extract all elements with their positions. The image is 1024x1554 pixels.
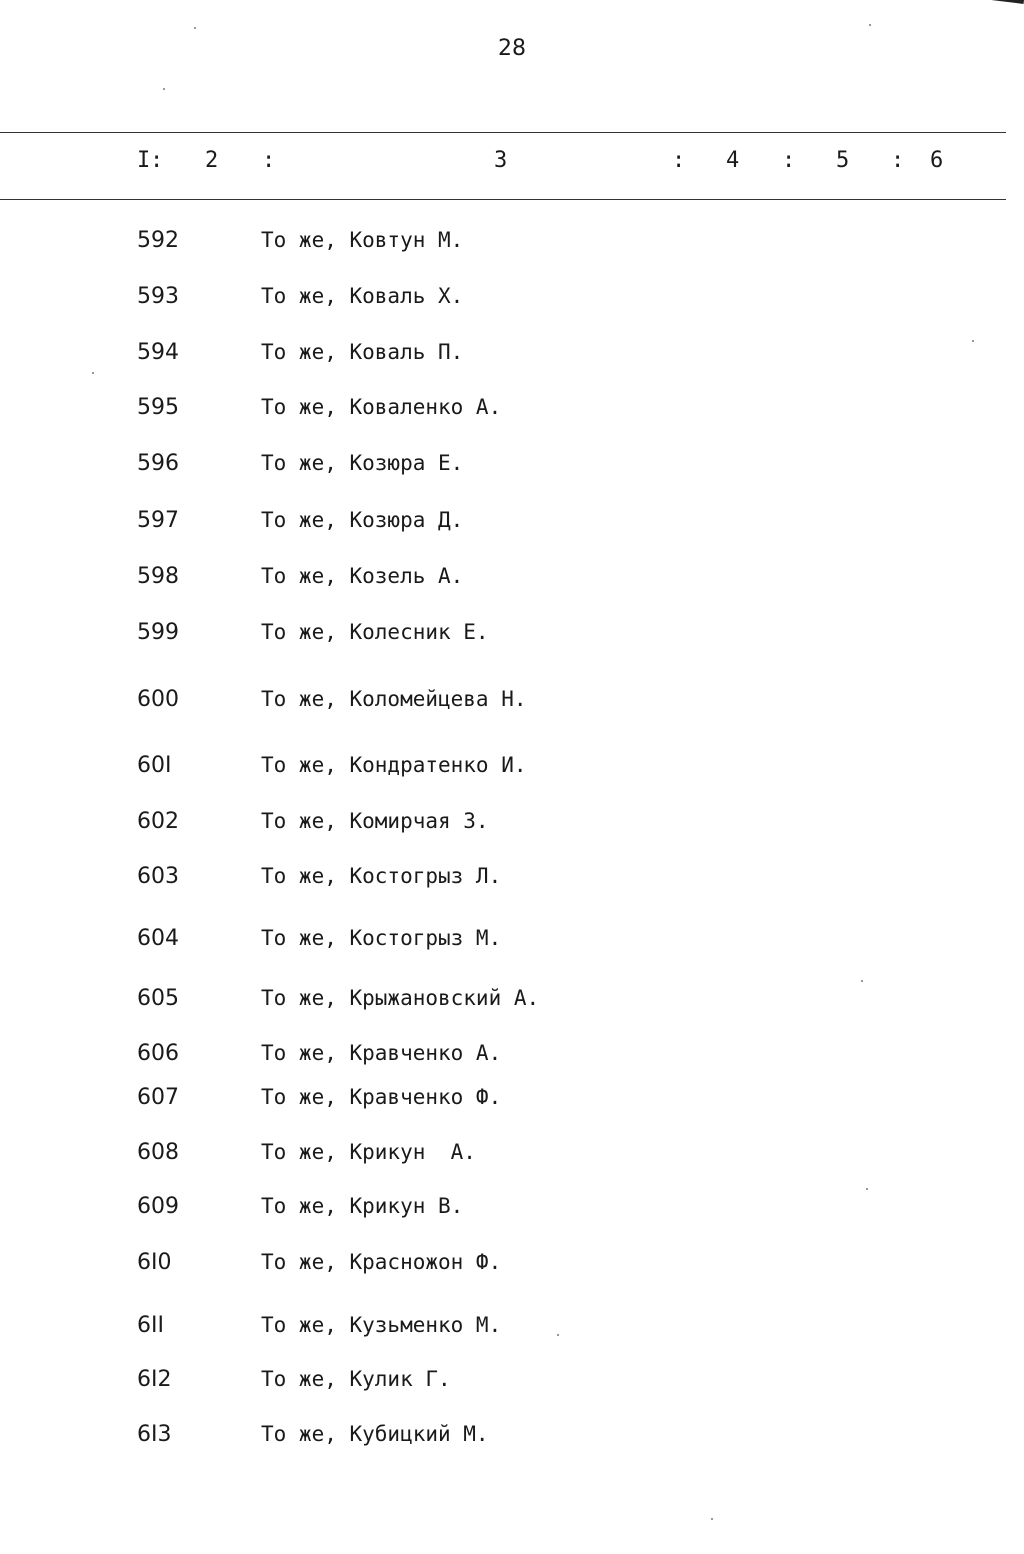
table-row xyxy=(0,395,1024,425)
header-col-5: 5 xyxy=(836,148,850,173)
table-row xyxy=(0,1194,1024,1224)
row-number: 598 xyxy=(137,564,179,589)
row-number: 595 xyxy=(137,395,179,420)
header-separator: : xyxy=(150,148,164,173)
row-text: То же, Кондратенко И. xyxy=(261,753,527,777)
corner-mark xyxy=(964,0,1024,4)
row-number: 600 xyxy=(137,687,179,712)
scan-speck xyxy=(972,340,974,342)
row-number: 603 xyxy=(137,864,179,889)
row-number: 592 xyxy=(137,228,179,253)
row-text: То же, Красножон Ф. xyxy=(261,1250,502,1274)
scan-speck xyxy=(163,88,165,90)
header-col-2: 2 xyxy=(205,148,219,173)
table-row xyxy=(0,1422,1024,1452)
row-text: То же, Костогрыз М. xyxy=(261,926,502,950)
header-col-3: 3 xyxy=(494,148,508,173)
header-separator: : xyxy=(672,148,686,173)
table-row xyxy=(0,1250,1024,1280)
row-text: То же, Кулик Г. xyxy=(261,1367,451,1391)
table-row xyxy=(0,1085,1024,1115)
table-row xyxy=(0,753,1024,783)
table-header-bottom-rule xyxy=(0,199,1006,200)
table-row xyxy=(0,1367,1024,1397)
scan-speck xyxy=(861,980,863,982)
row-text: То же, Крикун В. xyxy=(261,1194,464,1218)
row-number: 6II xyxy=(137,1313,164,1338)
row-text: То же, Крикун А. xyxy=(261,1140,476,1164)
row-number: 602 xyxy=(137,809,179,834)
page-number: 28 xyxy=(498,36,526,61)
row-number: 607 xyxy=(137,1085,179,1110)
header-col-6: 6 xyxy=(930,148,944,173)
row-number: 594 xyxy=(137,340,179,365)
row-number: 605 xyxy=(137,986,179,1011)
row-text: То же, Крыжановский А. xyxy=(261,986,540,1010)
header-col-1: I xyxy=(137,148,151,173)
table-row xyxy=(0,620,1024,650)
table-row xyxy=(0,926,1024,956)
scan-speck xyxy=(194,27,196,29)
table-row xyxy=(0,228,1024,258)
row-text: То же, Козюра Д. xyxy=(261,508,464,532)
table-row xyxy=(0,564,1024,594)
row-text: То же, Кузьменко М. xyxy=(261,1313,502,1337)
row-number: 609 xyxy=(137,1194,179,1219)
table-row xyxy=(0,986,1024,1016)
row-number: 606 xyxy=(137,1041,179,1066)
row-text: То же, Колесник Е. xyxy=(261,620,489,644)
row-text: То же, Козюра Е. xyxy=(261,451,464,475)
row-text: То же, Ковтун М. xyxy=(261,228,464,252)
row-text: То же, Коваль П. xyxy=(261,340,464,364)
scan-speck xyxy=(92,372,94,374)
table-row xyxy=(0,687,1024,717)
scan-speck xyxy=(866,1188,868,1190)
row-text: То же, Кравченко Ф. xyxy=(261,1085,502,1109)
row-text: То же, Козель А. xyxy=(261,564,464,588)
row-number: 6I3 xyxy=(137,1422,172,1447)
row-number: 597 xyxy=(137,508,179,533)
scan-speck xyxy=(557,1334,559,1336)
table-row xyxy=(0,1313,1024,1343)
row-number: 60I xyxy=(137,753,172,778)
table-row xyxy=(0,340,1024,370)
row-number: 604 xyxy=(137,926,179,951)
row-text: То же, Коваль Х. xyxy=(261,284,464,308)
table-row xyxy=(0,864,1024,894)
table-row xyxy=(0,1140,1024,1170)
scan-speck xyxy=(869,24,871,26)
row-text: То же, Кубицкий М. xyxy=(261,1422,489,1446)
row-number: 599 xyxy=(137,620,179,645)
table-row xyxy=(0,451,1024,481)
table-row xyxy=(0,1041,1024,1071)
row-number: 596 xyxy=(137,451,179,476)
scan-speck xyxy=(711,1518,713,1520)
row-text: То же, Костогрыз Л. xyxy=(261,864,502,888)
row-number: 6I2 xyxy=(137,1367,172,1392)
row-number: 608 xyxy=(137,1140,179,1165)
row-text: То же, Коваленко А. xyxy=(261,395,502,419)
table-top-rule xyxy=(0,132,1006,133)
row-text: То же, Комирчая З. xyxy=(261,809,489,833)
row-number: 593 xyxy=(137,284,179,309)
header-separator: : xyxy=(891,148,905,173)
row-text: То же, Коломейцева Н. xyxy=(261,687,527,711)
table-row xyxy=(0,809,1024,839)
row-number: 6I0 xyxy=(137,1250,172,1275)
table-row xyxy=(0,508,1024,538)
header-separator: : xyxy=(782,148,796,173)
row-text: То же, Кравченко А. xyxy=(261,1041,502,1065)
table-row xyxy=(0,284,1024,314)
header-col-4: 4 xyxy=(726,148,740,173)
header-separator: : xyxy=(262,148,276,173)
